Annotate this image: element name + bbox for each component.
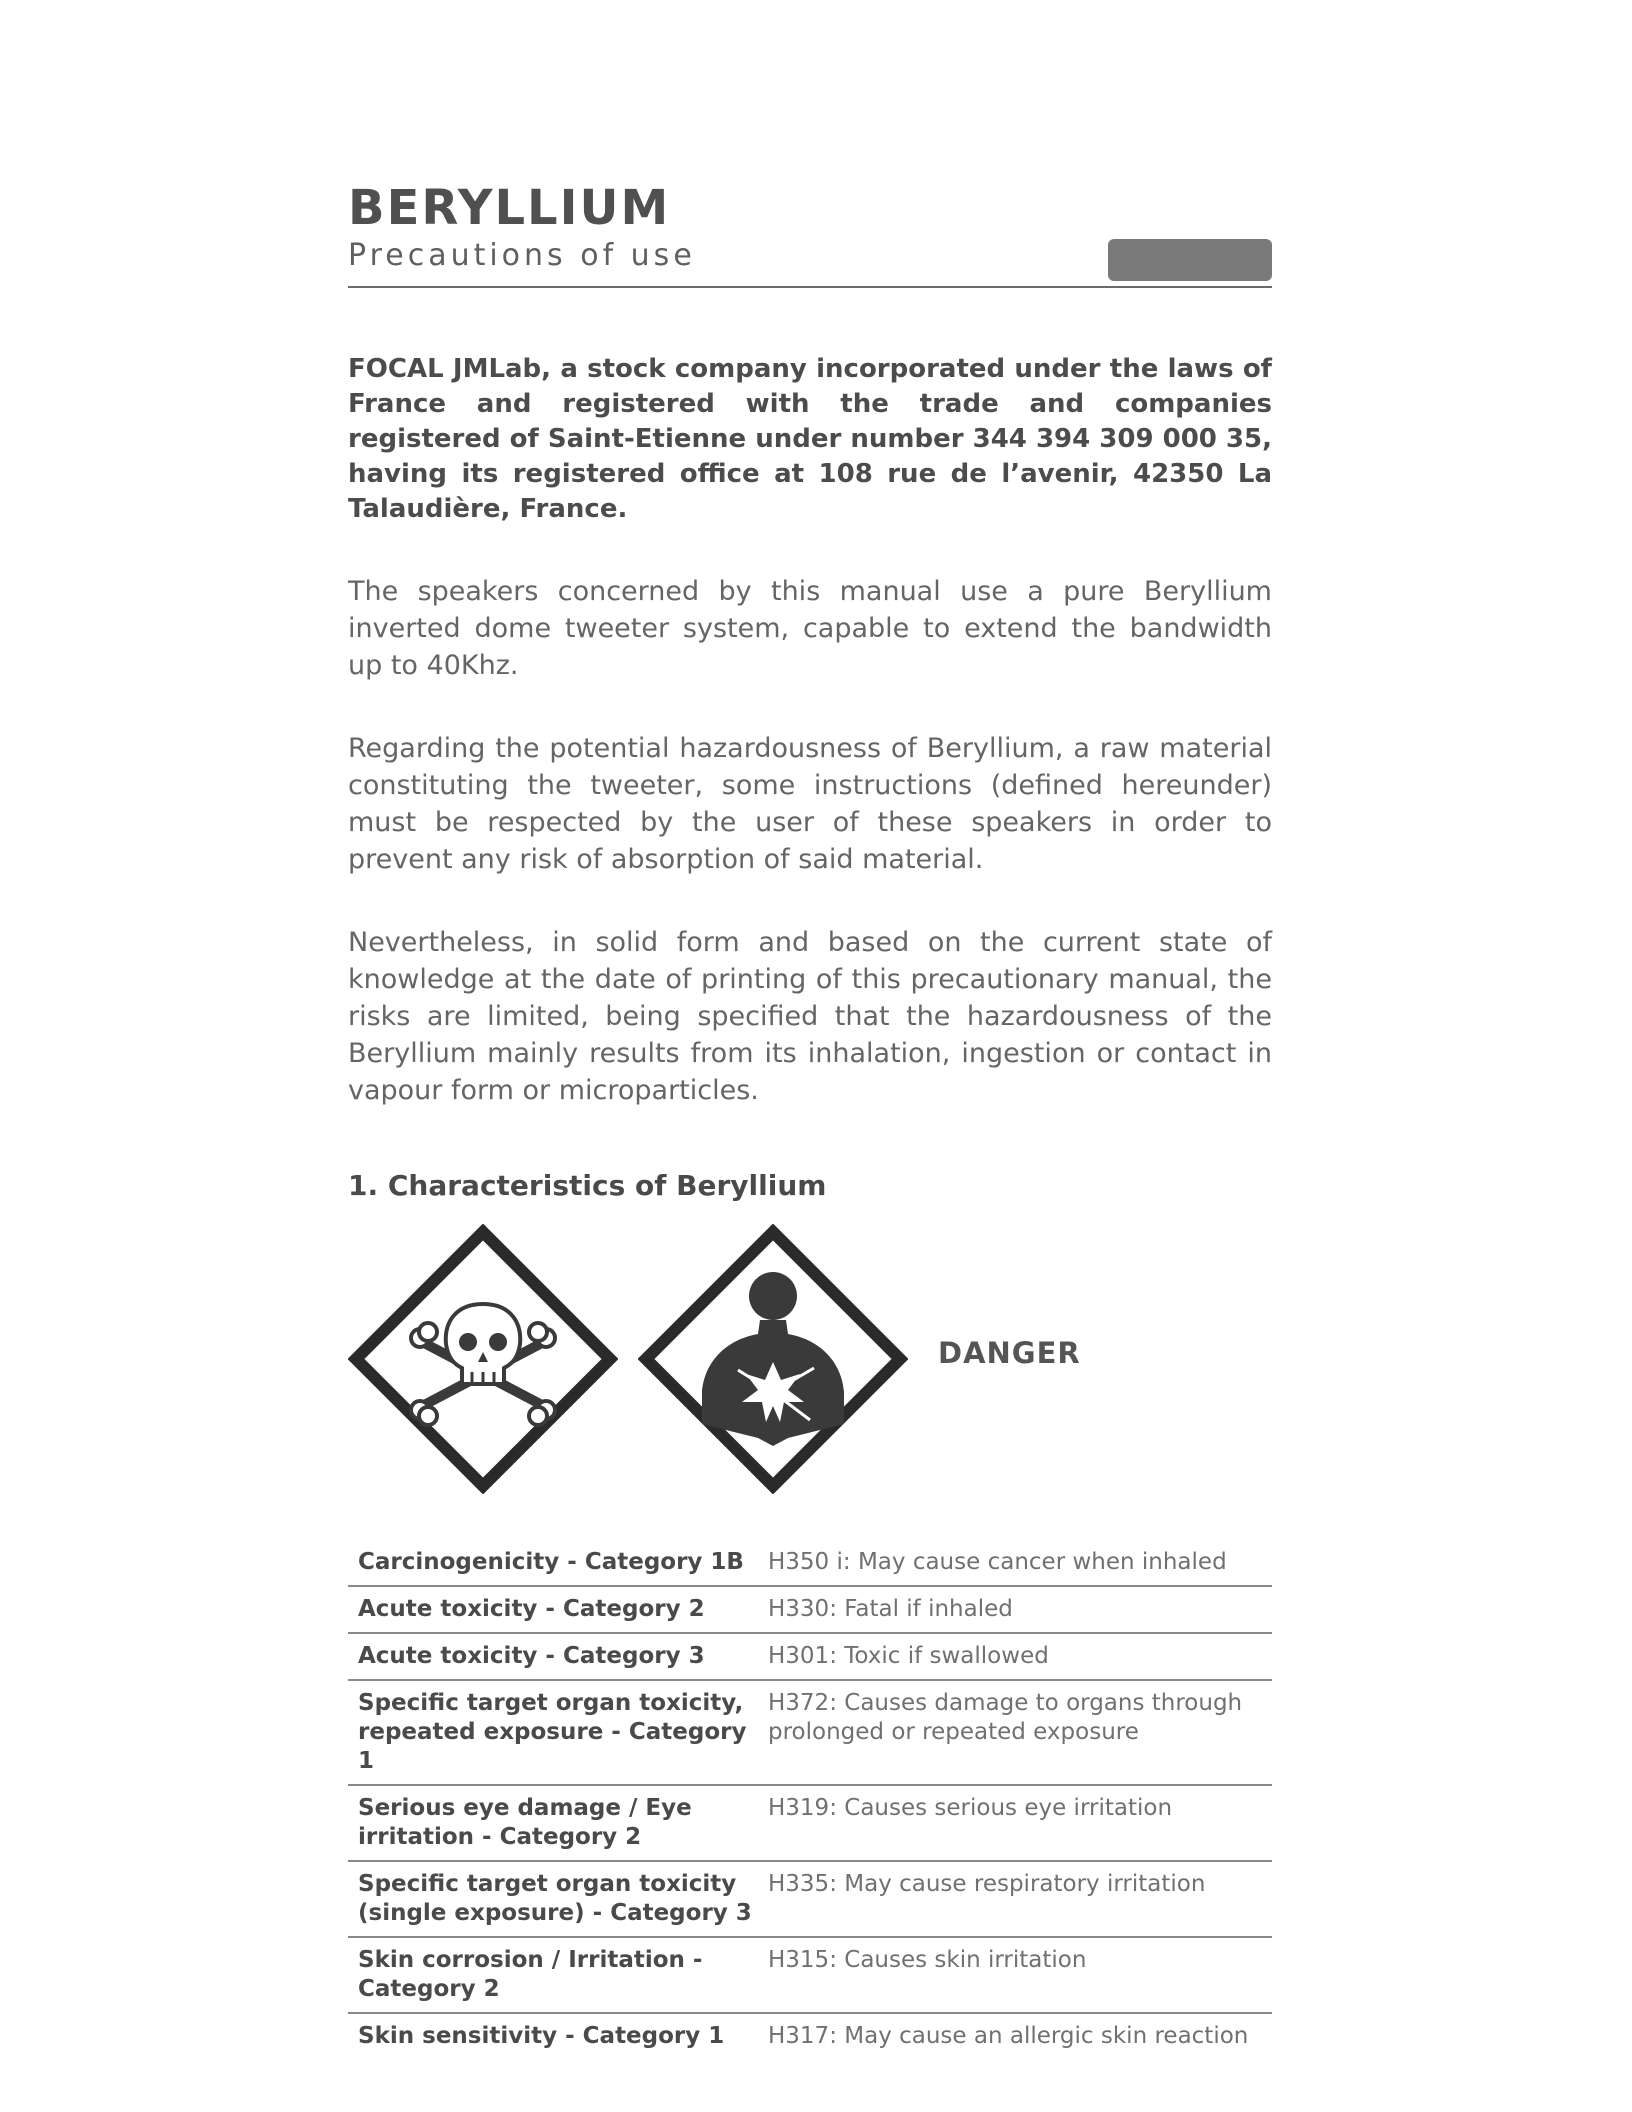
hazard-statement: H350 i: May cause cancer when inhaled: [758, 1540, 1272, 1586]
table-row: [348, 1540, 1272, 1586]
hazard-statement: H317: May cause an allergic skin reaction: [768, 2023, 1249, 2049]
table-row: [348, 1785, 1272, 1861]
section-title: 1. Characteristics of Beryllium: [348, 1169, 827, 1202]
hazard-statement: H319: Causes serious eye irritation: [758, 1785, 1272, 1861]
hazard-table: [348, 1540, 1272, 2059]
company-intro: FOCAL JMLab, a stock company incorporated under the laws of France and registered with the trade and companies registered of Saint-Etienne under number 344 394 309 000 35, having its registered office at 108 rue de l’avenir, 42350 La Talaudière, France.: [348, 354, 1272, 524]
table-row: [348, 1680, 1272, 1785]
hazard-category: Acute toxicity - Category 3: [348, 1633, 758, 1680]
skull-crossbones-icon: [348, 1224, 618, 1494]
hazard-category: Specific target organ toxicity (single exposure) - Category 3: [348, 1861, 758, 1937]
page-subtitle: Precautions of use: [348, 238, 696, 273]
document-page: [348, 180, 1272, 2059]
page-title: BERYLLIUM: [348, 180, 671, 236]
hazard-statement: H315: Causes skin irritation: [758, 1937, 1272, 2013]
table-row: [348, 1633, 1272, 1680]
signal-word: DANGER: [938, 1336, 1081, 1370]
hazard-category: Skin corrosion / Irritation - Category 2: [348, 1937, 758, 2013]
hazard-category: Serious eye damage / Eye irritation - Category 2: [348, 1785, 758, 1861]
hazard-statement: H330: Fatal if inhaled: [758, 1586, 1272, 1633]
hazard-category: Acute toxicity - Category 2: [348, 1586, 758, 1633]
paragraph-tweeter: The speakers concerned by this manual use a pure Beryllium inverted dome tweeter system, capable to extend the bandwidth up to 40Khz.: [348, 576, 1272, 681]
paragraph-risk: Nevertheless, in solid form and based on the current state of knowledge at the date of printing of this precautionary manual, the risks are limited, being specified that the hazardousness of the Beryllium mainly results from its inhalation, ingestion or contact in vapour form or microparticles.: [348, 927, 1272, 1106]
section-tab: [1108, 239, 1272, 281]
table-row: [348, 1937, 1272, 2013]
hazard-category: Specific target organ toxicity, repeated exposure - Category 1: [348, 1680, 758, 1785]
table-row: [348, 1861, 1272, 1937]
hazard-pictograms: [348, 1224, 1272, 1504]
health-hazard-icon: [638, 1224, 908, 1494]
paragraph-hazard: Regarding the potential hazardousness of Beryllium, a raw material constituting the tweeter, some instructions (defined hereunder) must be respected by the user of these speakers in order to prevent any risk of absorption of said material.: [348, 733, 1272, 875]
table-row: [348, 2013, 1272, 2059]
table-row: [348, 1586, 1272, 1633]
hazard-statement: H335: May cause respiratory irritation: [758, 1861, 1272, 1937]
hazard-statement: H372: Causes damage to organs through prolonged or repeated exposure: [758, 1680, 1272, 1785]
hazard-category: Skin sensitivity - Category 1: [358, 2023, 725, 2049]
hazard-category: Carcinogenicity - Category 1B: [348, 1540, 758, 1586]
subtitle-row: [348, 236, 1272, 288]
hazard-statement: H301: Toxic if swallowed: [758, 1633, 1272, 1680]
